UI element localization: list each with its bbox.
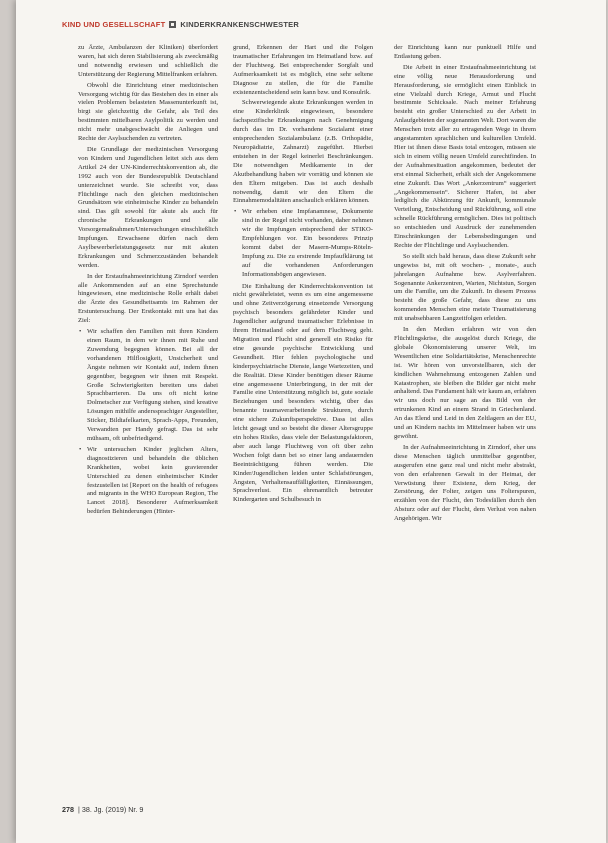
paragraph: In den Medien erfahren wir von den Flüchtlingskrise, die ausgelöst durch Kriege, die globale Ökonomisierung unserer Welt, im Wesentlichen eine Solidaritätskrise, Menschenrechte ist. Wir hören von unvorstellbaren, sich der kindlichen Wahrnehmung entzogenen Zahlen und Katastrophen, sie bleiben die Bilder gar nicht mehr anhaltend. Das Fundament hält wir kaum an, erfahren wir uns doch nur sage an das Bild von der ertrunkenen Kind an einem Strand in Griechenland. An das Elend und Leid in den Zeltlagern an der EU, und an Kindern nachts im Mittelmeer haben wir uns gewöhnt. [394, 326, 536, 440]
paragraph: So stellt sich bald heraus, dass diese Zukunft sehr ungewiss ist, mit oft wochen- , monate-, auch jahrelangen Aufnahme bzw. Asylverfahren. Sogenannte Ankerzentren, Warten, Nichtstun, Sorgen um die Familie, um die Zukunft. In diesem Prozess besteht die große Gefahr, dass diese zu uns kommenden Menschen eine meiste Traumatisierung mit unabsehbaren Langzeitfolgen erleiden. [394, 252, 536, 323]
bullet-item: • Wir untersuchen Kinder jeglichen Alters, diagnostizieren und behandeln die üblichen Krankheiten, wobei kein gravierender Unterschied zu denen einheimischer Kinder festzustellen ist [Report on the health of refugees and migrants in the WHO European Region, The Lancet 2018]. Besonderer Aufmerksamkeit bedürfen Behinderungen (Hinter- [78, 446, 218, 517]
paragraph: In der Erstaufnahmeeinrichtung Zirndorf werden alle Ankommenden auf an eine Sprechstunde hingewiesen, eine medizinische Rolle erhält dabei die Ärzte des Gesundheitsamts im Rahmen der Erstuntersuchung. Der Erstkontakt mit uns hat das Ziel: [78, 272, 218, 325]
magazine-page [16, 0, 606, 843]
page-header [62, 18, 299, 30]
paragraph: grund, Erkennen der Hart und die Folgen traumatischer Erfahrungen im Heimatland bzw. auf der Fluchtweg. Bei entsprechender Sorgfalt und Aufmerksamkeit ist es möglich, eine sehr seltene Diagnose zu stellen, die für die Familie existenzentscheidend sein kann bzw. und Konsulrik. [233, 44, 373, 96]
bullet-item: • Wir erheben eine Impfanamnese, Dokumente sind in der Regel nicht vorhanden, daher nehmen wir die Impfungen entsprechend der STIKO-Empfehlungen vor. Ein besonderes Prinzip kommt dabei der Masern-Mumps-Röteln-Impfung zu. Die zu erstrende Impfaufklärung ist auf die vorhandenen Anforderungen Informationsbögen angewiesen. [233, 208, 373, 279]
paragraph: Die Einhaltung der Kinderrechtskonvention ist nicht gewährleistet, wenn es um eine angemessene und ohne Zeitverzögerung einsetzende Versorgung psychisch besonders gefährdeter Kinder und Jugendlicher aufgrund traumatischer Erlebnisse in ihrem Heimatland oder auf dem Fluchtweg geht. Migration und Flucht sind generell ein Risiko für eine gesunde psychische Entwicklung und Gesundheit. Hier fehlen psychologische und kinderpsychiatrische Dienste, lange Wartezeiten, und die Realität. Diese Kinder benötigen dieser Räume eine angemessene Unterbringung, in der mit der Familie eine Unterstützung möglich ist, gute soziale Beziehungen und besonders wichtig, über das benannte traumaverarbeitende Strukturen, durch eine sichere Zukunftsperspektive. Dass ist alles leicht gesagt und so besteht die dieser Altersgruppe ein hohes Risiko, dass viele der Belastungsfaktoren, aber auch lange Fluchtweg von oft über zehn Wochen folgt dann bei so einer lang andauernden Beeinträchtigung führen werden. Die Kinder/Jugendlichen leiden unter Schlafstörungen, Ängsten, Verhaltensauffälligkeiten, Einnässungen, Sprachverlust. Ein ehrenamtlich betreuter Kindergarten und Schulbesuch in [233, 282, 373, 504]
page-number: 278 [62, 805, 74, 814]
paragraph: Schwerwiegende akute Erkrankungen werden in eine Kinderklinik eingewiesen, besondere fachspezifische Erkrankungen nach Genehmigung durch das im Dr. vorhandene Sozialamt einer entsprechenden Sozialambulanz (z.B. Orthopädie, Neuropädiatrie, Zahnarzt) zugeführt. Hierbei entstehen in der Regel keinerlei Beschränkungen. Die notwendigen Medikamente in der Akutbehandlung haben wir vorrätig und können sie den Eltern mitgeben. Das ist auch deshalb notwendig, damit wir den Eltern die Einnahmemodalitäten anschaulich erklären können. [233, 99, 373, 205]
paragraph: Die Grundlage der medizinischen Versorgung von Kindern und Jugendlichen leitet sich aus dem Artikel 24 der UN-Kinderrechtskonvention ab, die 1992 auch von der Bundesrepublik Deutschland unterzeichnet wurde. Sie schreibt vor, dass Flüchtlinge nach den gleichen medizinischen Grundsätzen wie einheimische Kinder zu behandeln sind. Das gilt sowohl für akute als auch für chronische Erkrankungen und alle Vorsorgemaßnahmen/Untersuchungen einschließlich Impfungen. Erwachsene dürfen nach dem Asylbewerberleistungsgesetz nur mit akuten Erkrankungen und Schmerzzuständen behandelt werden. [78, 145, 218, 269]
text-column-3 [394, 44, 536, 526]
paragraph: Die Arbeit in einer Erstaufnahmeeinrichtung ist eine völlig neue Herausforderung und Herausforderung, sie ermöglicht einen Einblick in eine Vielzahl durch Kriege, Armut und Flucht bestimmte Schicksale. Nach meiner Erfahrung besteht ein großer Unterschied zu der Arbeit in Anlaufgebieten der sogenannten Welt. Dort waren die Menschen trotz aller zu ertragenden Wege in ihrem angestammten sprachlichen und kulturellen Umfeld. Hier ist ihnen diese Basis total entzogen, müssen sie sich in einem völlig neuen Umfeld zurechtfinden. In der Aufnahmesituation angekommen, bedeutet der erst einmal Sicherheit, erhält sich der Angekommene eine Zukunft. Das Wort „Ankerzentrum“ suggeriert „Angekommensein“. Sicherer Hafen, ist aber lediglich die Abkürzung für Ankunft, kommunale Verteilung, Entscheidung und Rückführung, soll eine schnelle Rückführung ermöglichen. Dies ist politisch so entschieden und Ausdruck der zunehmenden Einschränkungen der Lebensbedingungen und Rechte der Flüchtlinge und Asylsuchenden. [394, 63, 536, 249]
section-label: KIND UND GESELLSCHAFT [62, 19, 166, 29]
section-marker-icon [169, 21, 176, 28]
paragraph: der Einrichtung kann nur punktuell Hilfe und Entlastung geben. [394, 44, 536, 60]
bullet-list [233, 208, 373, 279]
paragraph: Obwohl die Einrichtung einer medizinischen Versorgung wichtig für das Bestehen des in einer als vielen Problemen belasteten Massenunterkunft ist, birgt sie gleichzeitig die Gefahr, als Teil des bestimmten mittelbaren Asylpolitik zu werden und nicht mehr unabgeschwächt die Anliegen und Rechte der Asylsuchenden zu vertreten. [78, 81, 218, 143]
text-column-1 [78, 44, 218, 520]
subsection-label: KINDERKRANKENSCHWESTER [180, 19, 299, 29]
text-column-2 [233, 44, 373, 507]
journal-issue: | 38. Jg. (2019) Nr. 9 [78, 805, 144, 814]
bullet-list [78, 328, 218, 517]
page-footer [62, 805, 143, 814]
paragraph: In der Aufnahmeeinrichtung in Zirndorf, eher uns diese Menschen täglich unmittelbar gegenüber, ausgerufen eine ganz real und nicht mehr abstrakt, von den erfahrenen Gewalt in der Heimat, der Verwüstung ihrer Existenz, dem Krieg, der Zerstörung, der Folter, zeigen uns Folterspuren, erzählen von der Flucht, den Todesfällen durch den Absturz oder auf der Flucht, dem Verlust von nahen Angehörigen. Wir [394, 443, 536, 523]
bullet-item: • Wir schaffen den Familien mit ihren Kindern einen Raum, in dem wir ihnen mit Ruhe und Zuwendung begegnen können. Bei all der vorhandenen Hilflosigkeit, Unsicherheit und Ängste nehmen wir Kontakt auf, indem ihnen gegenüber, begegnen wir ihnen mit Respekt. Große Schwierigkeiten bereiten uns dabei Sprachbarrieren. Da uns oft nicht keine Dolmetscher zur Verfügung stehen, sind kreative Lösungen mithilfe anderssprachiger Angestellter, Sticker, Bildtafelkarten, Sprach-Apps, Freunden, Verwandten per Handy gefragt. Das ist sehr mühsam, oft unbefriedigend. [78, 328, 218, 444]
paragraph: zu Ärzte, Ambulanzen der Kliniken) überfordert waren, hat sich deren Stabilisierung als zweckmäßig und notwendig erwiesen und schließlich die Unterstützung der Regierung Mittelfranken erfahren. [78, 44, 218, 78]
